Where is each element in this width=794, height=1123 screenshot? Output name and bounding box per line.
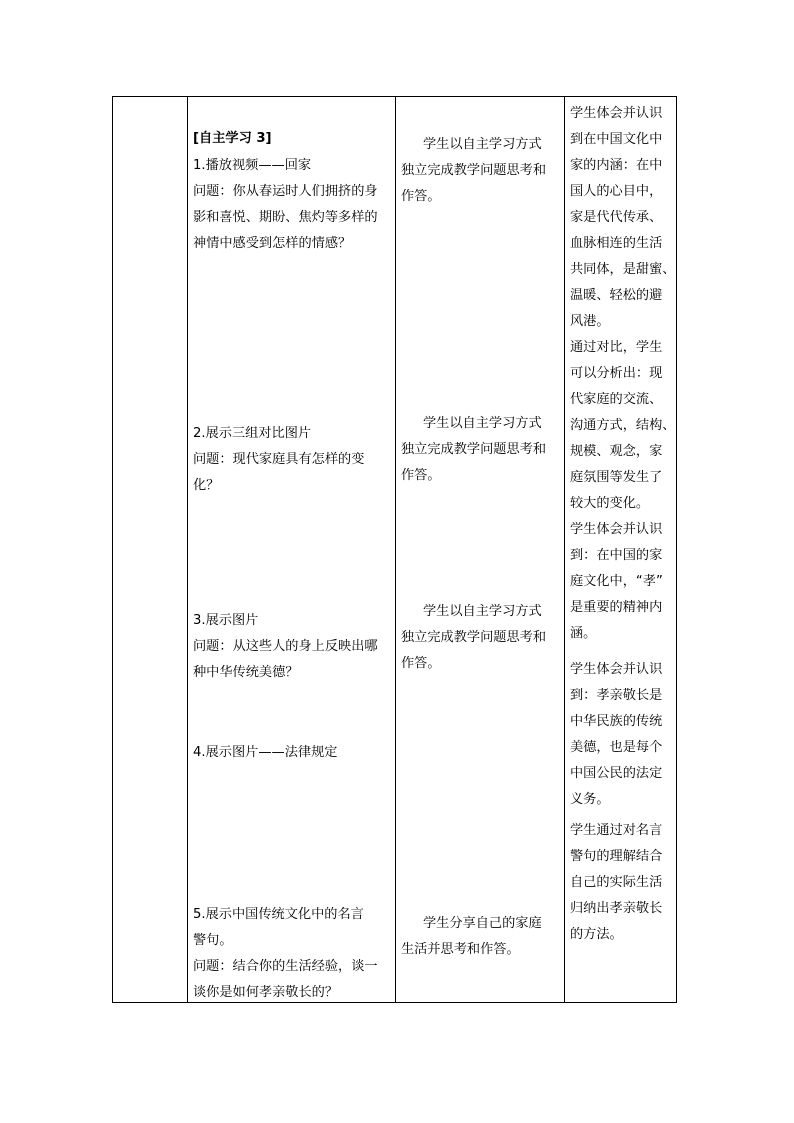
intent-line: 血脉相连的生活 bbox=[570, 236, 663, 251]
intent-line: 规模、观念，家 bbox=[570, 444, 663, 459]
intent-line: 庭氛围等发生了 bbox=[570, 470, 663, 485]
intent-line: 共同体，是甜蜜、 bbox=[570, 262, 676, 277]
intent-line: 代家庭的交流、 bbox=[570, 392, 663, 407]
student-line: 独立完成教学问题思考和 bbox=[401, 630, 547, 645]
intent-line: 美德，也是每个 bbox=[570, 740, 663, 755]
item-line: 种中华传统美德？ bbox=[193, 665, 299, 680]
student-line: 学生以自主学习方式 bbox=[423, 604, 542, 619]
item-title: 1.播放视频——回家 bbox=[193, 158, 312, 173]
item-title: 2.展示三组对比图片 bbox=[193, 426, 312, 441]
student-line: 作答。 bbox=[401, 468, 441, 483]
intent-line: 的方法。 bbox=[570, 927, 623, 942]
intent-line: 中华民族的传统 bbox=[570, 714, 663, 729]
student-line: 作答。 bbox=[401, 189, 441, 204]
item-line: 问题：你从春运时人们拥挤的身 bbox=[193, 184, 378, 199]
student-line: 学生分享自己的家庭 bbox=[423, 916, 542, 931]
intent-line: 警句的理解结合 bbox=[570, 849, 663, 864]
section-heading: [自主学习 3] bbox=[193, 131, 272, 146]
item-line: 问题：现代家庭具有怎样的变 bbox=[193, 452, 365, 467]
intent-line: 学生体会并认识 bbox=[570, 662, 663, 677]
intent-line: 到在中国文化中 bbox=[570, 132, 663, 147]
intent-line: 可以分析出：现 bbox=[570, 366, 663, 381]
intent-line: 较大的变化。 bbox=[570, 496, 650, 511]
intent-line: 义务。 bbox=[570, 792, 610, 807]
item-line: 影和喜悦、期盼、焦灼等多样的 bbox=[193, 210, 378, 225]
intent-line: 沟通方式，结构、 bbox=[570, 418, 676, 433]
column-divider bbox=[564, 97, 565, 1002]
item-title: 4.展示图片——法律规定 bbox=[193, 745, 338, 760]
intent-line: 中国公民的法定 bbox=[570, 766, 663, 781]
intent-line: 学生体会并认识 bbox=[570, 106, 663, 121]
intent-line: 家是代代传承、 bbox=[570, 210, 663, 225]
item-line: 问题：结合你的生活经验，谈一 bbox=[193, 959, 378, 974]
intent-line: 通过对比，学生 bbox=[570, 340, 663, 355]
intent-line: 家的内涵：在中 bbox=[570, 158, 663, 173]
intent-line: 到：在中国的家 bbox=[570, 548, 663, 563]
item-line: 神情中感受到怎样的情感？ bbox=[193, 236, 352, 251]
item-title: 3.展示图片 bbox=[193, 613, 259, 628]
intent-line: 归纳出孝亲敬长 bbox=[570, 901, 663, 916]
intent-line: 涵。 bbox=[570, 626, 597, 641]
student-line: 学生以自主学习方式 bbox=[423, 137, 542, 152]
student-line: 生活并思考和作答。 bbox=[401, 942, 520, 957]
student-line: 作答。 bbox=[401, 656, 441, 671]
intent-line: 自己的实际生活 bbox=[570, 875, 663, 890]
item-line: 谈你是如何孝亲敬长的？ bbox=[193, 985, 339, 1000]
intent-line: 学生体会并认识 bbox=[570, 522, 663, 537]
intent-line: 是重要的精神内 bbox=[570, 600, 663, 615]
intent-line: 风港。 bbox=[570, 314, 610, 329]
column-divider bbox=[187, 97, 188, 1002]
item-line: 问题：从这些人的身上反映出哪 bbox=[193, 639, 378, 654]
student-line: 学生以自主学习方式 bbox=[423, 416, 542, 431]
lesson-table bbox=[112, 96, 677, 1003]
student-line: 独立完成教学问题思考和 bbox=[401, 163, 547, 178]
item-line: 警句。 bbox=[193, 933, 233, 948]
item-title: 5.展示中国传统文化中的名言 bbox=[193, 907, 364, 922]
intent-line: 学生通过对名言 bbox=[570, 823, 663, 838]
intent-line: 温暖、轻松的避 bbox=[570, 288, 663, 303]
intent-line: 到：孝亲敬长是 bbox=[570, 688, 663, 703]
intent-line: 庭文化中，“孝” bbox=[570, 574, 663, 589]
student-line: 独立完成教学问题思考和 bbox=[401, 442, 547, 457]
item-line: 化？ bbox=[193, 478, 220, 493]
column-divider bbox=[395, 97, 396, 1002]
intent-line: 国人的心目中， bbox=[570, 184, 663, 199]
